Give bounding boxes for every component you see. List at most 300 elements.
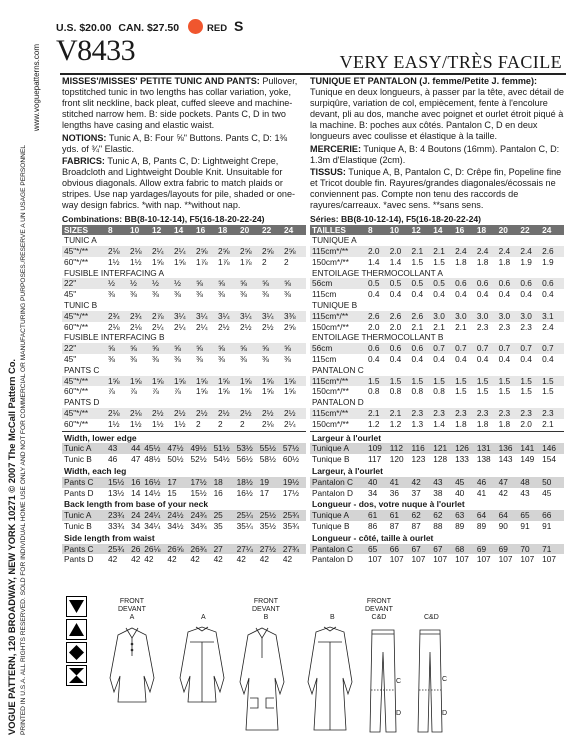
table-cell: 91: [542, 521, 564, 532]
table-cell: 24½: [167, 510, 190, 521]
table-cell: 0.4: [455, 289, 467, 300]
table-cell: 0.6: [542, 278, 554, 289]
notions: NOTIONS: Tunic A, B: Four ⅝" Buttons. Pants C, D: 1⅜ yds. of ¾" Elastic.: [62, 132, 288, 154]
table-row: [310, 386, 564, 397]
table-cell: 116: [412, 443, 434, 454]
table-cell: 0.4: [433, 289, 445, 300]
table-cell: 2: [196, 418, 201, 429]
table-cell: 2½: [218, 321, 230, 332]
row-label: 150cm*/**: [312, 321, 349, 332]
table-cell: ½: [152, 278, 159, 289]
table-cell: 2⅛: [130, 321, 142, 332]
row-label: Tunique B: [310, 521, 368, 532]
measure-row: [310, 477, 564, 488]
table-cell: 2⅛: [108, 408, 120, 419]
section-row: [62, 268, 306, 279]
table-cell: 2½: [174, 408, 186, 419]
table-cell: 2.3: [520, 408, 532, 419]
table-cell: ⅜: [262, 354, 269, 365]
table-cell: 61: [368, 510, 390, 521]
table-cell: 60½: [283, 454, 306, 465]
label-leg-c: C: [396, 678, 402, 685]
row-label: Tunic A: [62, 443, 108, 454]
table-row: [62, 311, 306, 322]
table-cell: 0.8: [368, 386, 380, 397]
table-cell: 42: [283, 554, 306, 565]
measure-title: Largeur, à l'ourlet: [312, 466, 383, 477]
measure-title-row: [62, 498, 306, 510]
table-cell: 45: [542, 488, 564, 499]
table-cell: 2: [218, 418, 223, 429]
table-cell: 2.1: [433, 246, 445, 257]
section-row: [310, 300, 564, 311]
table-cell: 26¾: [190, 544, 213, 555]
table-cell: 2½: [262, 321, 274, 332]
table-cell: 3¼: [240, 310, 252, 321]
table-cell: 1½: [108, 256, 120, 267]
table-cell: 34: [131, 521, 144, 532]
pants-front-drawing: [370, 630, 396, 732]
table-cell: 40: [455, 488, 477, 499]
table-row: [310, 289, 564, 300]
table-cell: 62: [412, 510, 434, 521]
table-cell: 133: [455, 454, 477, 465]
row-label: Pantalon D: [310, 554, 368, 565]
table-cell: 1.5: [542, 375, 554, 386]
table-cell: 27¼: [237, 544, 260, 555]
table-cell: 2⅝: [262, 246, 274, 257]
table-cell: 34¼: [144, 521, 167, 532]
table-cell: ⅜: [218, 289, 225, 300]
table-header: [310, 225, 564, 236]
table-cell: 2.3: [411, 408, 424, 419]
measure-title: Width, each leg: [64, 466, 127, 477]
legal-strip: [4, 20, 48, 735]
section-label: TUNIC A: [64, 235, 97, 246]
table-cell: 1⅝: [262, 386, 274, 397]
table-cell: ⅜: [240, 354, 247, 365]
table-cell: 66: [542, 510, 564, 521]
table-cell: 25: [214, 510, 237, 521]
table-cell: 0.6: [411, 343, 424, 354]
table-row: [62, 343, 306, 354]
section-row: [310, 268, 564, 279]
table-cell: ⅜: [196, 354, 203, 365]
row-label: 150cm*/**: [312, 256, 349, 267]
table-cell: 136: [499, 443, 521, 454]
row-label: 115cm: [312, 354, 337, 365]
tunic-b-front-drawing: [240, 628, 284, 730]
table-cell: ⅞: [108, 386, 115, 397]
table-cell: 2: [240, 418, 245, 429]
table-cell: 87: [412, 521, 434, 532]
table-cell: 17½: [283, 488, 306, 499]
label-back-a: A: [201, 614, 206, 621]
row-label: 45"*/**: [64, 408, 89, 419]
section-row: [310, 235, 564, 246]
series: Séries: BB(8-10-12-14), F5(16-18-20-22-24): [310, 213, 481, 224]
table-cell: 27¾: [283, 544, 306, 555]
table-cell: 143: [499, 454, 521, 465]
table-cell: 42: [412, 477, 434, 488]
column-header: 20: [499, 225, 521, 236]
table-cell: 14½: [144, 488, 167, 499]
table-cell: 88: [433, 521, 455, 532]
column-header: 16: [196, 225, 218, 236]
table-cell: 1.5: [520, 375, 532, 386]
row-label: 115cm: [312, 289, 337, 300]
table-cell: 1.5: [411, 375, 424, 386]
header-rule: [60, 73, 566, 75]
column-header: 10: [390, 225, 412, 236]
table-row: [62, 246, 306, 257]
table-cell: 18: [214, 477, 237, 488]
table-cell: 1⅝: [152, 375, 164, 386]
section-label: PANTS D: [64, 397, 100, 408]
table-cell: 109: [368, 443, 390, 454]
column-header: 12: [412, 225, 434, 236]
table-cell: ½: [108, 278, 115, 289]
table-cell: 1½: [130, 418, 142, 429]
table-cell: 16½: [237, 488, 260, 499]
table-cell: 1.4: [368, 256, 380, 267]
table-cell: 50: [542, 477, 564, 488]
table-cell: 0.5: [389, 278, 402, 289]
table-cell: 17: [167, 477, 190, 488]
table-cell: 2¼: [152, 321, 164, 332]
table-cell: 25¼: [237, 510, 260, 521]
table-cell: 1⅝: [196, 375, 208, 386]
table-cell: 25¾: [283, 510, 306, 521]
table-cell: 14: [131, 488, 144, 499]
table-cell: 0.4: [542, 289, 554, 300]
row-label: 56cm: [312, 343, 333, 354]
table-cell: 42: [214, 554, 237, 565]
table-cell: 1⅝: [130, 375, 142, 386]
table-cell: 117: [368, 454, 390, 465]
table-cell: 67: [433, 544, 455, 555]
table-cell: 1⅝: [174, 256, 186, 267]
table-cell: 2.1: [455, 321, 467, 332]
table-cell: 15½: [190, 488, 213, 499]
table-cell: 36: [390, 488, 412, 499]
column-header: 14: [174, 225, 196, 236]
table-cell: 1.5: [498, 375, 511, 386]
table-cell: ⅜: [262, 289, 269, 300]
table-cell: 2¼: [174, 321, 186, 332]
table-cell: 3¼: [174, 310, 186, 321]
table-cell: 34: [368, 488, 390, 499]
price-us: U.S. $20.00: [56, 22, 112, 34]
table-cell: 54½: [214, 454, 237, 465]
table-cell: 1⅞: [218, 256, 230, 267]
label-back-b: B: [330, 614, 335, 621]
label-front-b: FRONT DEVANT B: [252, 598, 280, 621]
table-cell: 0.4: [498, 354, 511, 365]
table-cell: 121: [433, 443, 455, 454]
table-cell: 131: [477, 443, 499, 454]
tunic-b-back-drawing: [308, 627, 352, 730]
table-cell: 2.1: [368, 408, 380, 419]
measurements-table-en: [62, 431, 306, 566]
table-cell: 2¼: [152, 246, 164, 257]
measure-row: [62, 443, 306, 454]
table-cell: 2.3: [455, 408, 467, 419]
table-row: [62, 376, 306, 387]
measure-row: [310, 443, 564, 454]
table-cell: ⅝: [262, 278, 269, 289]
table-cell: ⅜: [284, 289, 291, 300]
section-label: FUSIBLE INTERFACING A: [64, 267, 165, 278]
yardage-table-en: [62, 225, 306, 430]
column-header: 14: [433, 225, 455, 236]
table-cell: 2⅝: [218, 246, 230, 257]
table-cell: 1.5: [476, 375, 489, 386]
measure-title-row: [310, 498, 564, 510]
table-row: [310, 376, 564, 387]
row-label: 150cm*/**: [312, 418, 349, 429]
column-header: 22: [262, 225, 284, 236]
table-cell: 46: [477, 477, 499, 488]
french-column: [310, 76, 564, 565]
table-cell: 24¾: [190, 510, 213, 521]
measure-title-row: [310, 431, 564, 443]
table-row: [310, 246, 564, 257]
table-row: [310, 419, 564, 430]
table-cell: 1⅝: [196, 386, 208, 397]
table-cell: ⅜: [240, 289, 247, 300]
table-cell: 91: [520, 521, 542, 532]
table-cell: 15: [167, 488, 190, 499]
table-cell: 0.4: [389, 354, 402, 365]
table-cell: 45: [455, 477, 477, 488]
table-cell: 128: [433, 454, 455, 465]
table-cell: 1½: [174, 418, 186, 429]
table-cell: 0.6: [498, 278, 511, 289]
measure-row: [310, 454, 564, 465]
table-cell: 42: [190, 554, 213, 565]
section-row: [310, 365, 564, 376]
row-label: Pantalon C: [310, 477, 368, 488]
table-cell: 34¾: [190, 521, 213, 532]
table-cell: 141: [520, 443, 542, 454]
table-cell: 24¼: [144, 510, 167, 521]
tunic-a-back-drawing: [180, 627, 224, 702]
column-header: 22: [520, 225, 542, 236]
description-fr: TUNIQUE ET PANTALON (J. femme/Petite J. femme): Tunique en deux longueurs, à passer par la tête, avec détail de surpiqûre, variation de col, empiècement, fente à l'encolure devant, pli au dos, manche avec poignet et ourlet étroit piqué à la machine. B: poches aux côtés. Pantalon C, D en deux longueurs avec coulisse et élastique à la taille.: [310, 76, 564, 141]
row-label: Pants C: [62, 544, 108, 555]
table-cell: ⅜: [152, 289, 159, 300]
table-row: [310, 343, 564, 354]
copyright-notice: PRINTED IN U.S.A. ALL RIGHTS RESERVED. SOLD FOR INDIVIDUAL HOME USE ONLY AND NOT FOR COMMERCIAL OR MANUFACTURING PURPOSES./RESERVE A UN USAGE PERSONNEL: [20, 144, 27, 735]
table-cell: 58½: [260, 454, 283, 465]
label-leg-d2: D: [442, 710, 448, 717]
table-cell: ⅝: [152, 343, 159, 354]
table-cell: 1⅝: [218, 375, 230, 386]
measure-title-row: [62, 532, 306, 544]
table-cell: 2⅝: [240, 246, 252, 257]
table-cell: 1.9: [520, 256, 532, 267]
row-label: Tunic A: [62, 510, 108, 521]
size-code: S: [233, 18, 244, 34]
table-cell: 51½: [214, 443, 237, 454]
table-cell: 2.3: [498, 321, 511, 332]
yardage-table-fr: [310, 225, 564, 430]
table-cell: ⅝: [130, 343, 137, 354]
table-cell: 89: [455, 521, 477, 532]
table-cell: 2.1: [411, 321, 424, 332]
table-cell: 1½: [130, 256, 142, 267]
table-cell: 70: [520, 544, 542, 555]
table-cell: 0.4: [520, 354, 532, 365]
table-cell: 2.4: [498, 246, 511, 257]
row-label: 22": [64, 343, 77, 354]
table-cell: 1.5: [389, 375, 402, 386]
measure-row: [62, 544, 306, 555]
table-cell: 0.7: [455, 343, 467, 354]
table-cell: 3.0: [520, 310, 532, 321]
table-cell: 0.5: [433, 278, 445, 289]
label-leg-c2: C: [442, 676, 448, 683]
table-cell: 1.8: [455, 256, 467, 267]
row-label: 45"*/**: [64, 310, 89, 321]
table-cell: 69: [499, 544, 521, 555]
table-cell: 0.5: [368, 278, 380, 289]
table-cell: 19½: [283, 477, 306, 488]
table-cell: ⅜: [130, 289, 137, 300]
row-label: 60"*/**: [64, 321, 89, 332]
table-cell: 1.4: [389, 256, 402, 267]
table-cell: 0.7: [498, 343, 511, 354]
table-cell: 0.4: [389, 289, 402, 300]
table-cell: 3.0: [476, 310, 489, 321]
table-cell: 66: [390, 544, 412, 555]
table-cell: 16½: [144, 477, 167, 488]
table-cell: 1⅝: [174, 375, 186, 386]
tissus: TISSUS: Tunique A, B, Pantalon C, D: Crêpe fin, Popeline fine et Tricot double fin. Rayures/grandes diagonales/écossais ne conviennent pas. Compte non tenu des raccords de rayures/carreaux. *avec sens. **sans sens.: [310, 167, 562, 210]
table-cell: 35½: [260, 521, 283, 532]
measure-row: [310, 521, 564, 532]
table-cell: 2⅝: [196, 246, 208, 257]
table-cell: ⅞: [152, 386, 159, 397]
table-cell: ⅜: [130, 354, 137, 365]
table-cell: 42: [260, 554, 283, 565]
table-cell: 1.5: [542, 386, 554, 397]
table-cell: 1⅝: [284, 386, 296, 397]
table-cell: 1½: [152, 418, 164, 429]
column-header: 10: [130, 225, 152, 236]
table-cell: 41: [390, 477, 412, 488]
table-cell: 2.3: [498, 408, 511, 419]
measure-row: [310, 544, 564, 555]
table-cell: 0.4: [411, 354, 424, 365]
table-cell: 0.7: [542, 343, 554, 354]
measure-row: [310, 488, 564, 499]
table-cell: 2½: [284, 408, 296, 419]
difficulty-label: VERY EASY/TRÈS FACILE: [339, 52, 562, 72]
table-cell: 2.3: [476, 408, 489, 419]
table-cell: 2½: [240, 408, 252, 419]
table-cell: 120: [390, 454, 412, 465]
table-cell: 2.6: [389, 310, 402, 321]
table-cell: 1⅝: [284, 375, 296, 386]
table-cell: 1.8: [476, 418, 489, 429]
measure-title-row: [62, 431, 306, 443]
table-cell: 138: [477, 454, 499, 465]
table-cell: 1.5: [433, 256, 445, 267]
table-cell: 2⅞: [152, 310, 164, 321]
pants-back-drawing: [418, 630, 442, 732]
table-cell: 146: [542, 443, 564, 454]
table-cell: 2.1: [411, 246, 424, 257]
table-cell: 56½: [237, 454, 260, 465]
table-cell: 45½: [144, 443, 167, 454]
table-cell: 126: [455, 443, 477, 454]
measure-title: Side length from waist: [64, 532, 155, 543]
table-cell: 24: [131, 510, 144, 521]
table-cell: 112: [390, 443, 412, 454]
table-cell: 57½: [283, 443, 306, 454]
table-cell: 62: [433, 510, 455, 521]
section-label: PANTS C: [64, 364, 100, 375]
table-cell: ⅝: [262, 343, 269, 354]
table-cell: 1.5: [411, 256, 424, 267]
table-cell: 64: [477, 510, 499, 521]
table-row: [310, 408, 564, 419]
table-cell: 90: [499, 521, 521, 532]
table-cell: 3¼: [196, 310, 208, 321]
table-cell: 1.5: [368, 375, 380, 386]
table-cell: 37: [412, 488, 434, 499]
table-cell: 15½: [108, 477, 131, 488]
table-cell: ⅜: [108, 354, 115, 365]
table-cell: 107: [542, 554, 564, 565]
row-label: Pantalon D: [310, 488, 368, 499]
table-cell: 89: [477, 521, 499, 532]
table-cell: 0.4: [498, 289, 511, 300]
row-label: 45"*/**: [64, 375, 89, 386]
table-cell: ⅜: [174, 289, 181, 300]
measure-title: Width, lower edge: [64, 432, 137, 443]
measure-title-row: [62, 465, 306, 477]
table-cell: 0.4: [368, 354, 380, 365]
label-front-cd: FRONT DEVANT C&D: [365, 598, 393, 621]
table-cell: 26: [131, 544, 144, 555]
table-cell: 1.4: [433, 418, 445, 429]
table-header: [62, 225, 306, 236]
table-cell: 2.0: [368, 246, 380, 257]
table-cell: 13½: [108, 488, 131, 499]
section-row: [62, 235, 306, 246]
table-cell: 87: [390, 521, 412, 532]
table-cell: 0.8: [411, 386, 424, 397]
table-cell: 55½: [260, 443, 283, 454]
table-cell: 2.6: [542, 246, 554, 257]
table-cell: 67: [412, 544, 434, 555]
table-cell: 64: [499, 510, 521, 521]
section-label: FUSIBLE INTERFACING B: [64, 332, 165, 343]
table-cell: 17½: [190, 477, 213, 488]
table-cell: 26⅝: [167, 544, 190, 555]
table-cell: ⅝: [218, 278, 225, 289]
column-header: 20: [240, 225, 262, 236]
table-cell: 41: [477, 488, 499, 499]
row-label: Tunic B: [62, 454, 108, 465]
table-cell: 68: [455, 544, 477, 555]
table-row: [62, 322, 306, 333]
table-cell: 1⅝: [262, 375, 274, 386]
table-cell: 1⅞: [240, 256, 252, 267]
